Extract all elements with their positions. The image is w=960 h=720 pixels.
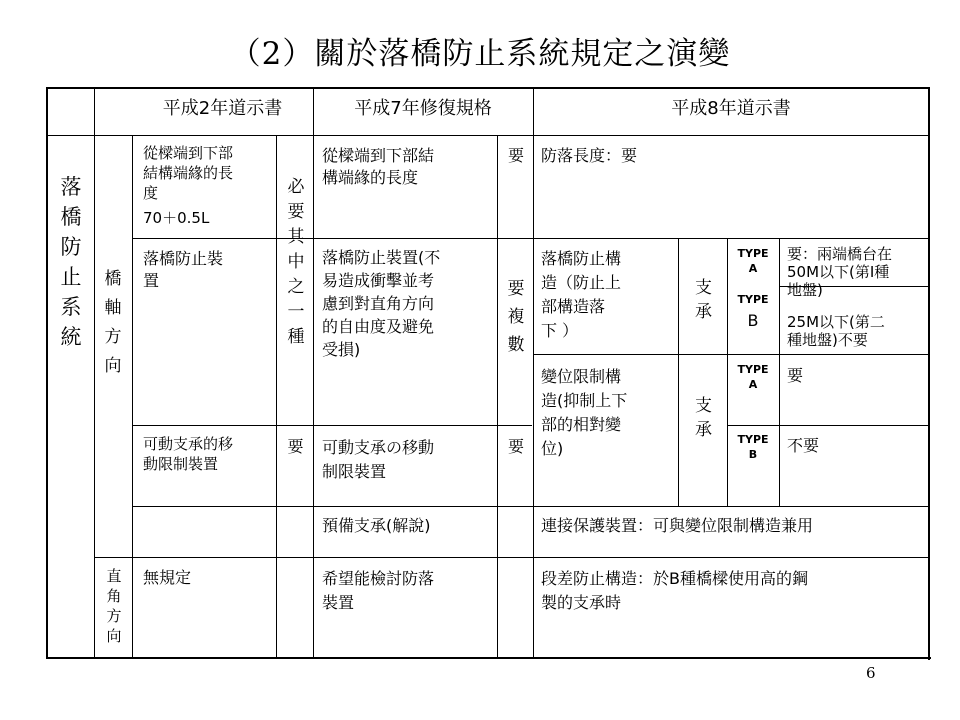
- type-divider-2: [727, 425, 929, 426]
- col-divider-2: [132, 136, 133, 658]
- must-one-label: 必 要 其 中 之 一 種: [287, 177, 305, 347]
- r1-h7-text: 從樑端到下部結 構端緣的長度: [322, 146, 435, 187]
- header-divider: [47, 135, 929, 136]
- r1-h8-text: 防落長度：要: [541, 146, 638, 165]
- r2-type-a: TYPE A: [737, 247, 769, 275]
- header-h7: 平成7年修復規格: [354, 98, 492, 119]
- r4-h7-req: 要: [507, 437, 524, 456]
- page-number: 6: [866, 664, 876, 682]
- r5-h8-text: 連接保護裝置：可與變位限制構造兼用: [541, 516, 814, 535]
- r2-type-b-line1: TYPE: [737, 293, 769, 306]
- r2-h7-req: 要 複 數: [507, 279, 525, 355]
- col-divider-7: [678, 239, 679, 507]
- r1-h7-req: 要: [507, 146, 524, 165]
- bridge-axis-label: 橋 軸 方 向: [104, 269, 122, 376]
- r2-h8-support: 支 承: [695, 278, 712, 322]
- row-divider-2: [533, 354, 929, 355]
- page-title: （2）關於落橋防止系統規定之演變: [229, 36, 731, 72]
- row-divider-5: [94, 557, 929, 558]
- r2-type-b-line2: B: [747, 311, 759, 330]
- r6-h2-text: 無規定: [143, 568, 192, 587]
- col-divider-6: [533, 88, 534, 658]
- r2-req: 要：兩端橋台在 50M以下(第I種 地盤): [787, 245, 893, 299]
- row-divider-1: [132, 238, 929, 239]
- r1-h2-formula: 70＋0.5L: [143, 209, 210, 227]
- r3-req-b: 不要: [787, 436, 820, 455]
- r6-h7-text: 希望能檢討防落 裝置: [322, 569, 435, 612]
- r3-type-a: TYPE A: [737, 363, 769, 391]
- r3-req-a: 要: [787, 366, 804, 385]
- r4-h2-req: 要: [287, 437, 304, 456]
- col-divider-1: [94, 88, 95, 658]
- r3-h8-support: 支 承: [695, 396, 712, 440]
- r1-h2-text: 從樑端到下部 結構端緣的長 度: [143, 144, 234, 202]
- r2-h2-text: 落橋防止裝 置: [143, 249, 224, 290]
- r2-h7-text: 落橋防止裝置(不 易造成衝擊並考 慮到對直角方向 的自由度及避免 受損): [322, 248, 441, 359]
- row-group-label: 落 橋 防 止 系 統: [60, 175, 82, 349]
- header-h2: 平成2年道示書: [162, 98, 283, 119]
- row-divider-3: [132, 425, 532, 426]
- header-h8: 平成8年道示書: [671, 98, 791, 119]
- r3-h8-struct: 變位限制構 造(抑制上下 部的相對變 位): [541, 367, 628, 458]
- r2-h8-struct: 落橋防止構 造（防止上 部構造落 下 ）: [541, 249, 622, 340]
- col-divider-3: [276, 136, 277, 658]
- col-divider-4: [313, 88, 314, 658]
- r6-h8-text: 段差防止構造：於B種橋樑使用高的鋼 製的支承時: [541, 569, 808, 612]
- col-divider-5: [497, 136, 498, 658]
- r4-h2-text: 可動支承的移 動限制裝置: [143, 435, 234, 473]
- r2-req-2: 25M以下(第二 種地盤)不要: [787, 313, 885, 349]
- col-divider-9: [779, 239, 780, 507]
- r3-type-b: TYPE B: [737, 433, 769, 461]
- r5-h7-text: 預備支承(解說): [322, 516, 431, 535]
- r4-h7-text: 可動支承の移動 制限裝置: [322, 438, 435, 481]
- row-divider-4: [132, 506, 929, 507]
- r6-label: 直 角 方 向: [106, 567, 122, 645]
